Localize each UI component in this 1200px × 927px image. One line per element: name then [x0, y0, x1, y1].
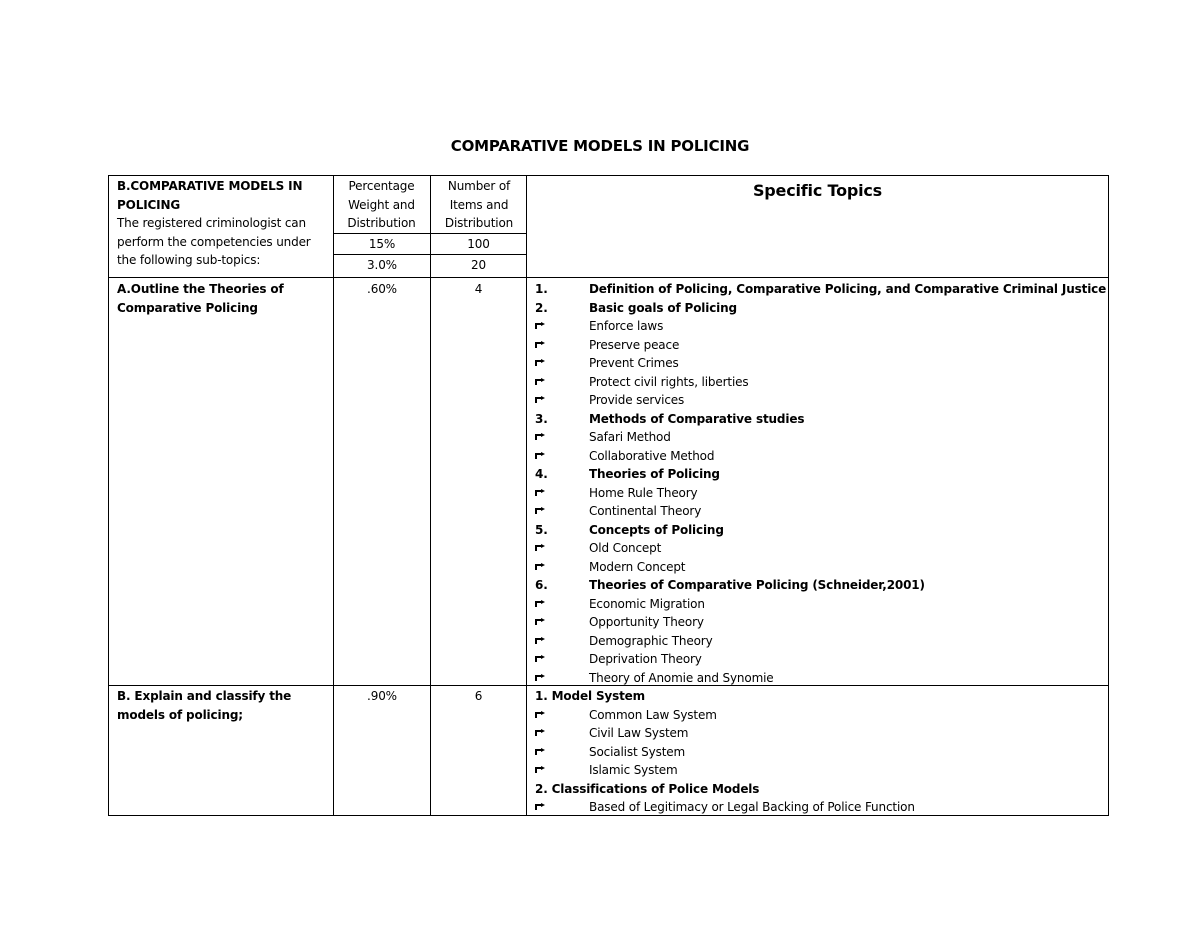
header-items-label: Number of Items and Distribution [444, 179, 514, 230]
topic-number: 2. [535, 300, 548, 315]
header-percentage-total: 15% [368, 237, 396, 251]
row-a-topic-3 [535, 336, 1105, 355]
subrow-divider-1 [333, 233, 527, 234]
row-a-topic-12 [535, 502, 1105, 521]
topic-number: 6. [535, 578, 548, 592]
topic-item: Enforce laws [589, 319, 664, 333]
row-a-topic-14 [535, 539, 1105, 558]
topic-heading: Definition of Policing, Comparative Policing, and Comparative Criminal Justice [589, 282, 1107, 296]
header-percentage-sub: 3.0% [367, 258, 397, 272]
topic-number: 3. [535, 411, 548, 426]
arrow-bullet-icon [535, 378, 546, 386]
arrow-bullet-icon [535, 674, 546, 682]
topic-heading: Theories of Comparative Policing (Schneider,2001) [589, 578, 925, 592]
arrow-bullet-icon [535, 748, 546, 756]
header-items-total: 100 [467, 237, 490, 251]
arrow-bullet-icon [535, 618, 546, 626]
arrow-bullet-icon [535, 729, 546, 737]
topic-item: Socialist System [589, 744, 686, 759]
topic-item: Demographic Theory [589, 633, 713, 648]
arrow-bullet-icon [535, 803, 546, 811]
row-b-topic-2 [535, 724, 1105, 743]
topic-number: 4. [535, 467, 548, 481]
topic-item: Deprivation Theory [589, 652, 702, 666]
row-a-title: A.Outline the Theories of Comparative Policing [117, 282, 284, 315]
table-border-top [108, 175, 1109, 176]
row-b-topic-0 [535, 687, 1105, 706]
row-b-items: 6 [474, 689, 483, 703]
column-divider-3 [526, 175, 527, 816]
topic-item: Opportunity Theory [589, 615, 704, 629]
arrow-bullet-icon [535, 452, 546, 460]
topic-item: Old Concept [589, 541, 662, 555]
row-a-topic-10 [535, 465, 1105, 484]
row-a-topic-15 [535, 558, 1105, 577]
arrow-bullet-icon [535, 563, 546, 571]
row-b-topic-1 [535, 706, 1105, 725]
topic-item: Economic Migration [589, 596, 705, 611]
arrow-bullet-icon [535, 359, 546, 367]
row-a-topic-6 [535, 391, 1105, 410]
arrow-bullet-icon [535, 637, 546, 645]
row-a-topic-9 [535, 447, 1105, 466]
row-a-topic-8 [535, 428, 1105, 447]
row-a-topic-2 [535, 317, 1105, 336]
topic-item: Prevent Crimes [589, 356, 679, 370]
row-a-topic-13 [535, 521, 1105, 540]
topic-item: Home Rule Theory [589, 485, 698, 500]
row-b-topic-6 [535, 798, 1105, 817]
arrow-bullet-icon [535, 600, 546, 608]
header-category-cell [117, 177, 329, 270]
row-b-percentage: .90% [367, 689, 397, 703]
row-a-topic-21 [535, 669, 1105, 688]
topic-heading: Methods of Comparative studies [589, 411, 805, 426]
table-border-right [1108, 175, 1109, 816]
subrow-divider-2 [333, 254, 527, 255]
arrow-bullet-icon [535, 544, 546, 552]
topic-number: 5. [535, 522, 548, 537]
arrow-bullet-icon [535, 655, 546, 663]
row-a-topic-4 [535, 354, 1105, 373]
header-percentage-label: Percentage Weight and Distribution [347, 179, 416, 230]
topic-item: Modern Concept [589, 559, 686, 574]
row-b-title: B. Explain and classify the models of policing; [117, 689, 292, 722]
topic-number: 1. [535, 282, 548, 296]
arrow-bullet-icon [535, 341, 546, 349]
arrow-bullet-icon [535, 711, 546, 719]
row-a-percentage: .60% [367, 282, 397, 296]
document-title: COMPARATIVE MODELS IN POLICING [450, 137, 750, 155]
row-b-topics [535, 687, 1105, 815]
topic-item: Theory of Anomie and Synomie [589, 670, 774, 685]
header-category-description: The registered criminologist can perform the competencies under the following sub-topics: [117, 216, 311, 267]
topic-item: Civil Law System [589, 726, 689, 740]
row-a-topic-11 [535, 484, 1105, 503]
arrow-bullet-icon [535, 507, 546, 515]
topic-item: Provide services [589, 393, 685, 407]
row-a-topic-16 [535, 576, 1105, 595]
header-items-sub: 20 [471, 258, 486, 272]
topic-item: Safari Method [589, 430, 671, 444]
row-b-topic-5 [535, 780, 1105, 799]
row-divider-header [108, 277, 1109, 278]
topic-item: Islamic System [589, 763, 678, 777]
topic-item: Preserve peace [589, 337, 680, 352]
row-a-topic-0 [535, 280, 1105, 299]
topic-item: Common Law System [589, 707, 717, 722]
row-a-topics [535, 280, 1105, 685]
arrow-bullet-icon [535, 766, 546, 774]
row-a-topic-5 [535, 373, 1105, 392]
row-a-topic-20 [535, 650, 1105, 669]
row-a-topic-7 [535, 410, 1105, 429]
row-a-topic-1 [535, 299, 1105, 318]
topic-heading: Concepts of Policing [589, 522, 724, 537]
topic-heading: Theories of Policing [589, 467, 720, 481]
arrow-bullet-icon [535, 396, 546, 404]
topic-item: Collaborative Method [589, 448, 715, 463]
topic-heading: 1. Model System [535, 689, 646, 703]
topic-item: Continental Theory [589, 504, 702, 518]
topic-item: Based of Legitimacy or Legal Backing of Police Function [589, 800, 915, 814]
arrow-bullet-icon [535, 433, 546, 441]
row-b-topic-3 [535, 743, 1105, 762]
header-specific-topics: Specific Topics [752, 181, 883, 200]
row-b-topic-4 [535, 761, 1105, 780]
arrow-bullet-icon [535, 322, 546, 330]
topic-heading: 2. Classifications of Police Models [535, 781, 760, 796]
row-a-topic-19 [535, 632, 1105, 651]
topic-item: Protect civil rights, liberties [589, 374, 749, 389]
table-border-left [108, 175, 109, 816]
row-a-topic-17 [535, 595, 1105, 614]
row-a-topic-18 [535, 613, 1105, 632]
header-category-title: B.COMPARATIVE MODELS IN POLICING [117, 179, 303, 212]
topic-heading: Basic goals of Policing [589, 300, 737, 315]
arrow-bullet-icon [535, 489, 546, 497]
row-a-items: 4 [474, 282, 483, 296]
